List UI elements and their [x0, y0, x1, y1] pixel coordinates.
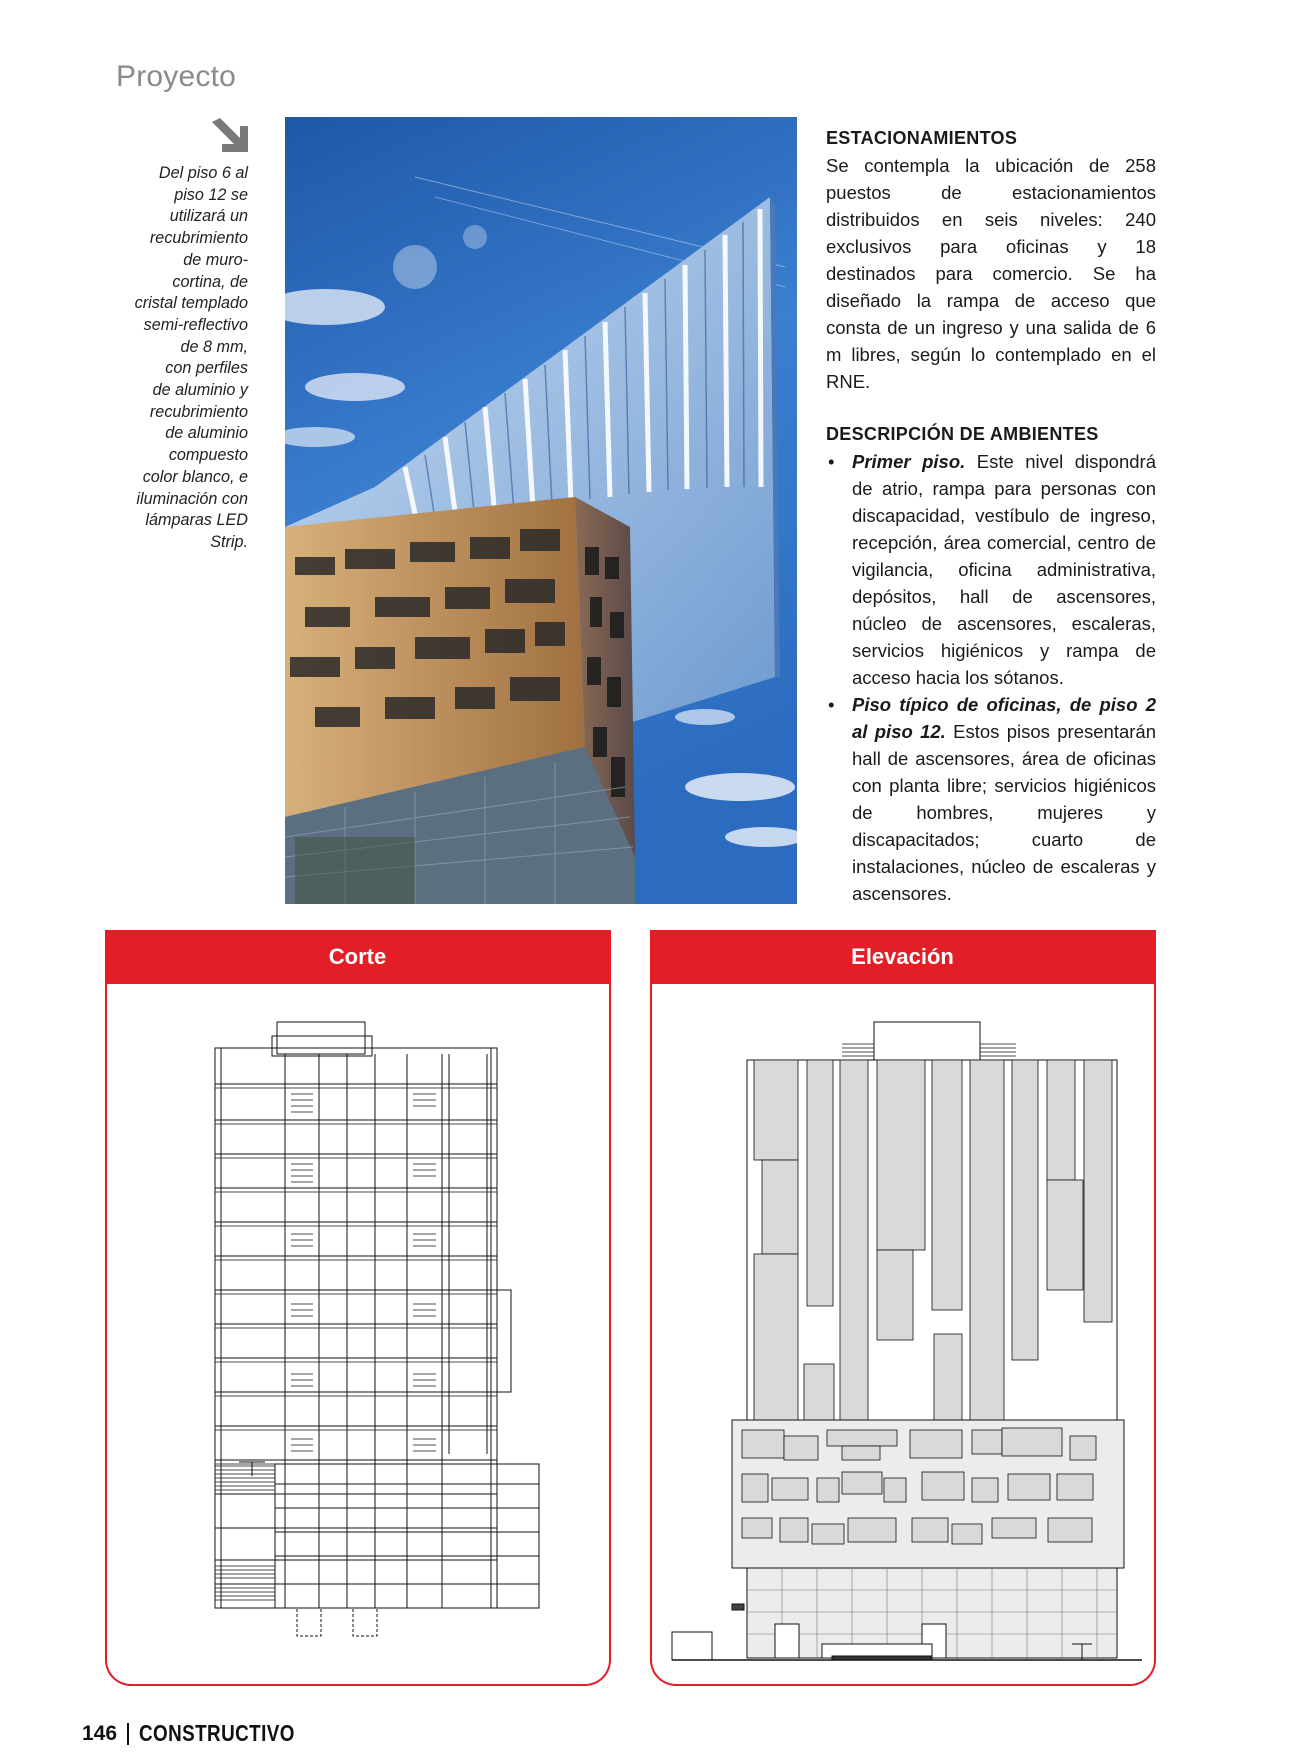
photo-caption — [112, 163, 248, 554]
caption-line: de 8 mm, — [180, 337, 248, 356]
corte-title: Corte — [105, 930, 611, 984]
list-item: • Primer piso. Este nivel dispondrá de atrio, rampa para personas con discapacidad, vestíbulo de ingreso, recepción, área comercial, centro de vigilancia, oficina administrativa, depósitos, hall de ascensores, núcleo de ascensores, escaleras, servicios higiénicos y rampa de acceso hacia los sótanos. — [828, 451, 1156, 688]
estacionamientos-heading: ESTACIONAMIENTOS — [826, 128, 1018, 148]
section-label: Proyecto — [116, 60, 236, 93]
caption-line: recubrimiento — [149, 229, 248, 248]
caption-line: de aluminio — [165, 424, 248, 443]
page-footer — [82, 1720, 329, 1747]
elevation-drawing — [652, 984, 1153, 1674]
magazine-name: CONSTRUCTIVO — [139, 1720, 295, 1746]
caption-line: de aluminio y — [152, 381, 248, 400]
caption-line: cristal templado — [134, 294, 248, 313]
body-text — [826, 125, 1156, 907]
ambientes-list — [826, 448, 1156, 907]
ambientes-heading: DESCRIPCIÓN DE AMBIENTES — [826, 424, 1099, 444]
item-lead: Piso típico de oficinas, de piso 2 al piso 12. — [852, 694, 1156, 742]
arrow-down-right-icon — [210, 118, 250, 154]
caption-line: cortina, de — [172, 272, 248, 291]
elevacion-panel — [650, 930, 1156, 1686]
caption-line: recubrimiento — [149, 402, 248, 421]
caption-line: color blanco, e — [142, 467, 248, 486]
page-number: 146 — [82, 1721, 118, 1745]
corte-panel — [105, 930, 611, 1686]
caption-line: semi-reflectivo — [143, 315, 248, 334]
caption-line: utilizará un — [169, 207, 248, 226]
caption-line: de muro- — [183, 250, 248, 269]
caption-line: lámparas LED — [145, 511, 248, 530]
item-lead: Primer piso. — [852, 451, 966, 472]
caption-line: Strip. — [210, 532, 248, 551]
list-item: • Piso típico de oficinas, de piso 2 al piso 12. Estos pisos presentarán hall de ascensores, área de oficinas con planta libre; servicios higiénicos de hombres, mujeres y discapacitados; cuarto de instalaciones, núcleo de escaleras y ascensores. — [828, 694, 1156, 904]
estacionamientos-paragraph: Se contempla la ubicación de 258 puestos de estacionamientos distribuidos en seis niveles: 240 exclusivos para oficinas y 18 destinados para comercio. Se ha diseñado la rampa de acceso que consta de un ingreso y una salida de 6 m libres, según lo contemplado en el RNE. — [826, 155, 1156, 392]
section-drawing — [107, 984, 608, 1674]
caption-line: iluminación con — [136, 489, 248, 508]
caption-line: Del piso 6 al — [158, 164, 248, 182]
item-text: Este nivel dispondrá de atrio, rampa para personas con discapacidad, vestíbulo de ingreso, recepción, área comercial, centro de vigilancia, oficina administrativa, depósitos, hall de ascensores, núcleo de ascensores, escaleras, servicios higiénicos y rampa de acceso hacia los sótanos. — [852, 451, 1156, 688]
caption-line: piso 12 se — [174, 185, 248, 204]
caption-line: compuesto — [168, 446, 248, 465]
caption-line: con perfiles — [165, 359, 248, 378]
elevacion-title: Elevación — [650, 930, 1156, 984]
building-photo — [285, 117, 797, 904]
item-text: Estos pisos presentarán hall de ascensores, área de oficinas con planta libre; servicios higiénicos de hombres, mujeres y discapacitados; cuarto de instalaciones, núcleo de escaleras y ascensores. — [852, 721, 1156, 904]
footer-divider — [127, 1723, 129, 1745]
